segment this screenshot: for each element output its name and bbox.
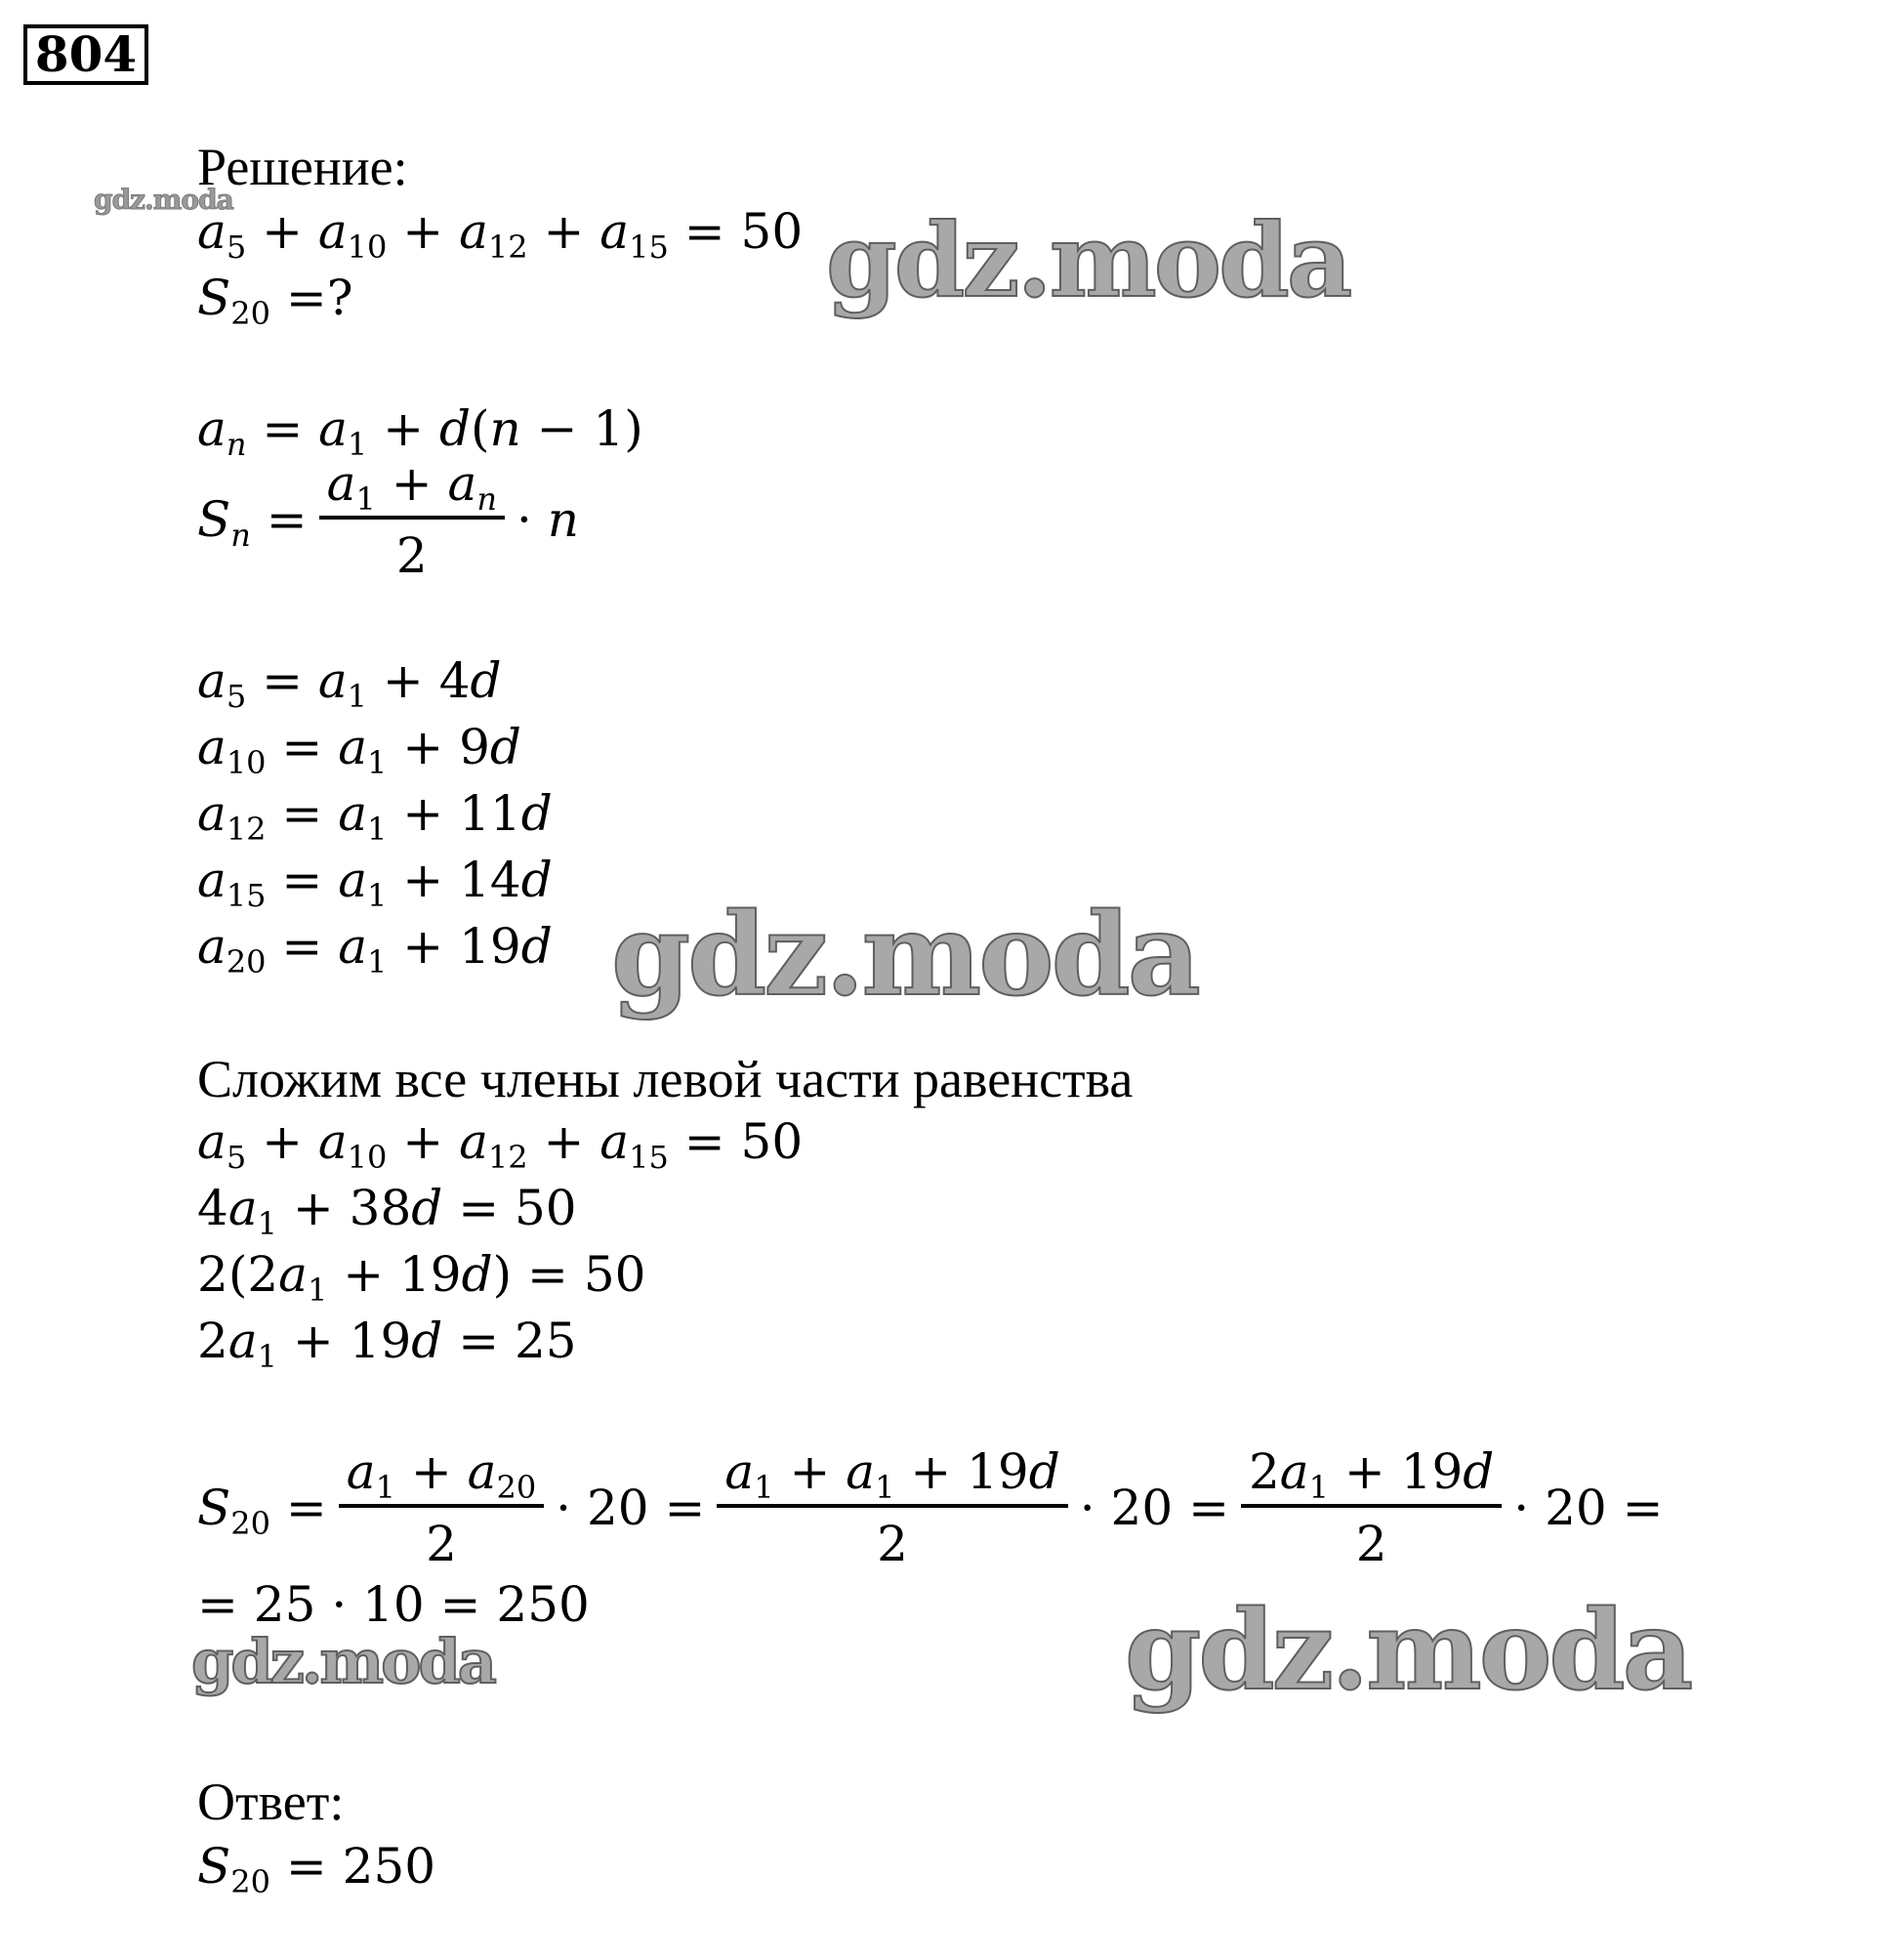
watermark-bottom-right: gdz.moda: [1125, 1587, 1691, 1715]
unknown-sum: $S_{20}$ =?: [197, 270, 353, 333]
explanation-text: Сложим все члены левой части равенства: [197, 1050, 1134, 1108]
term-a5: $a_5$ = $a_1$ + 4 d: [197, 652, 502, 716]
watermark-middle: gdz.moda: [611, 889, 1198, 1022]
factored-equation: 2 ( 2 $a_1$ + 19 d ) = 50: [197, 1246, 646, 1310]
solution-heading: Решение:: [197, 138, 408, 196]
watermark-bottom-left: gdz.moda: [191, 1626, 494, 1697]
watermark-top: gdz.moda: [826, 200, 1350, 320]
term-a10: $a_{10}$ = $a_1$ + 9 d: [197, 719, 521, 782]
answer-label: Ответ:: [197, 1772, 345, 1831]
sum-formula-fraction: $\frac{a_1 + a_n}{2}$: [319, 459, 505, 580]
nth-term-formula: $a_n$ = $a_1$ + d ( n − 1 ): [197, 400, 643, 464]
simplified-equation: 4 $a_1$ + 38 d = 50: [197, 1180, 577, 1243]
sum-formula: $S_n$ = $\frac{a_1 + a_n}{2}$ · n: [197, 455, 579, 584]
given-equation: $a_5$ + $a_{10}$ + $a_{12}$ + $a_{15}$ = 50: [197, 203, 804, 267]
term-a12: $a_{12}$ = $a_1$ + 11 d: [197, 785, 553, 849]
watermark-small: gdz.moda: [94, 184, 233, 216]
s20-computation: $S_{20}$ = $\frac{a_1 + a_{20}}{2}$ · 20 = $\frac{a_1 + a_1 + 19d}{2}$ · 20 = $\frac{2a_1 + 19d}{2}$ · 20 =: [197, 1443, 1664, 1572]
reduced-equation: 2 $a_1$ + 19 d = 25: [197, 1313, 577, 1376]
sum-equation: $a_5$ + $a_{10}$ + $a_{12}$ + $a_{15}$ = 50: [197, 1113, 804, 1177]
s20-fraction-2: $\frac{a_1 + a_1 + 19d}{2}$: [717, 1447, 1067, 1568]
s20-fraction-3: $\frac{2a_1 + 19d}{2}$: [1241, 1447, 1502, 1568]
answer-value: $S_{20}$ = 250: [197, 1838, 436, 1901]
s20-fraction-1: $\frac{a_1 + a_{20}}{2}$: [339, 1447, 544, 1568]
term-a15: $a_{15}$ = $a_1$ + 14 d: [197, 852, 553, 915]
term-a20: $a_{20}$ = $a_1$ + 19 d: [197, 918, 553, 981]
s20-result: = 25 · 10 = 250: [197, 1576, 590, 1633]
task-number-badge: 804: [23, 24, 148, 85]
